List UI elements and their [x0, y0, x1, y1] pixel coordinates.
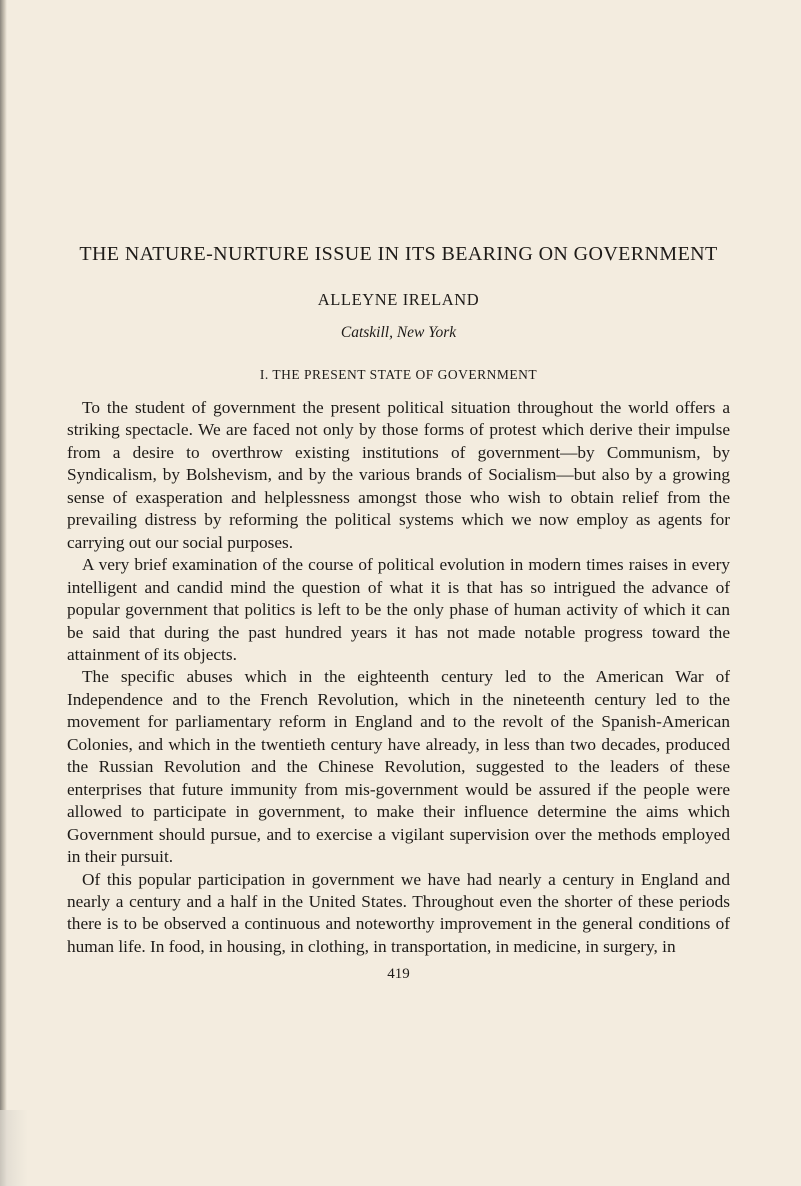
- paragraph-2: A very brief examination of the course of political evolution in modern times raises in every intelligent and candid mind the question of what it is that has so intrigued the advance of popular government that politics is left to be the only phase of human activity of which it can be said that during the past hundred years it has not made notable progress toward the attainment of its objects.: [67, 555, 730, 664]
- author-affiliation: Catskill, New York: [340, 324, 457, 341]
- author-name: ALLEYNE IRELAND: [317, 290, 480, 309]
- article: [67, 242, 730, 984]
- page-corner-shade: [0, 1110, 28, 1186]
- paragraph-3: The specific abuses which in the eighteenth century led to the American War of Independence and to the French Revolution, which in the nineteenth century led to the movement for parliamentary reform in England and to the revolt of the Spanish-American Colonies, and which in the twentieth century have already, in less than two decades, produced the Russian Revolution and the Chinese Revolution, suggested to the leaders of these enterprises that future immunity from mis-government would be assured if the people were allowed to participate in government, to make their influence determine the aims which Government should pursue, and to exercise a vigilant supervision over the methods employed in their pursuit.: [67, 667, 730, 867]
- article-body: [67, 397, 730, 958]
- page-binding-shadow: [0, 0, 7, 1186]
- page-number: 419: [387, 966, 410, 983]
- paragraph-4: Of this popular participation in government we have had nearly a century in England and nearly a century and a half in the United States. Throughout even the shorter of these periods there is to be observed a continuous and noteworthy improvement in the general conditions of human life. In food, in housing, in clothing, in transportation, in medicine, in surgery, in: [67, 869, 730, 956]
- section-heading: I. THE PRESENT STATE OF GOVERNMENT: [259, 367, 538, 382]
- article-title: THE NATURE-NURTURE ISSUE IN ITS BEARING ON GOVERNMENT: [79, 243, 718, 265]
- paragraph-1: To the student of government the present political situation throughout the world offers a striking spectacle. We are faced not only by those forms of protest which derive their impulse from a desire to overthrow existing institutions of government—by Communism, by Syndicalism, by Bolshevism, and by the various brands of Socialism—but also by a growing sense of exasperation and helplessness amongst those who wish to obtain relief from the prevailing distress by reforming the political systems which we now employ as agents for carrying out our social purposes.: [67, 398, 730, 552]
